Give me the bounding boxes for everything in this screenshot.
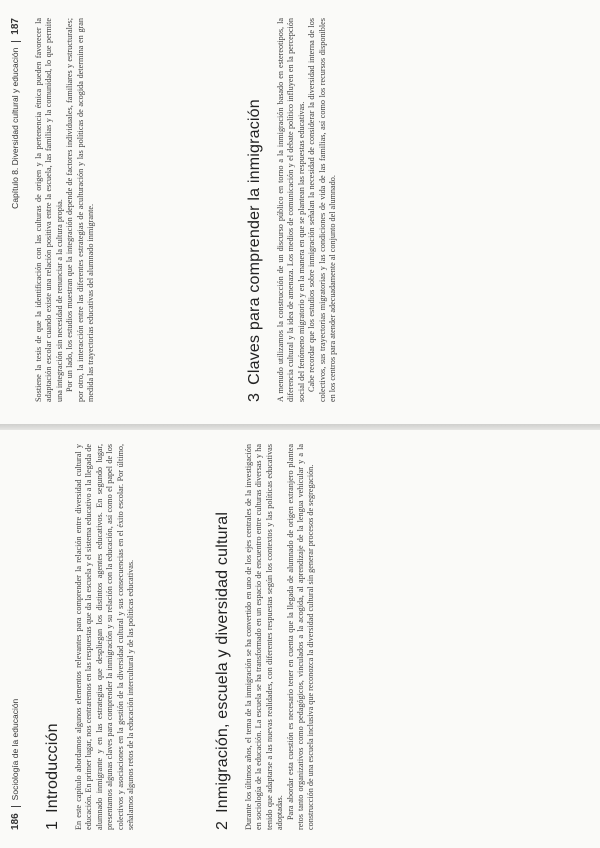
left-running-header [10, 699, 21, 830]
left-page-number: 186 [10, 813, 21, 830]
section-3-heading: Claves para comprender la inmigración [246, 99, 263, 385]
section-1-title [44, 723, 62, 830]
section-2-paragraph: Durante los últimos años, el tema de la inmigración se ha convertido en uno de los ejes centrales de la investigación en sociología de la educación. La escuela se ha transformado en un espacio de encuentro entre culturas diversas y ha tenido que adaptarse a las nuevas realidades, con diferentes respuestas según los contextos y las políticas educativas adoptadas. [244, 444, 285, 830]
section-3-paragraph: A menudo utilizamos la construcción de un discurso público en torno a la inmigración basado en estereotipos, la diferencia cultural y la idea de amenaza. Los medios de comunicación y el debate político influyen en la percepción social del fenómeno migratorio y en la manera en que se plantean las respuestas educativas. [276, 18, 306, 402]
section-2-body [244, 444, 317, 830]
section-1-number: 1 [44, 820, 61, 830]
header-separator [11, 41, 21, 42]
right-running-head: Capítulo 8. Diversidad cultural y educación [10, 47, 20, 209]
section-2-heading: Inmigración, escuela y diversidad cultural [214, 511, 231, 813]
section-1-paragraph: En este capítulo abordamos algunos elementos relevantes para comprender la relación entre diversidad cultural y educación. En primer lugar, nos centraremos en las respuestas que da la escuela y el sistema educativo a la llegada de alumnado inmigrante y en las estrategias que despliegan los distintos agentes educativos. En segundo lugar, presentamos algunas claves para comprender la inmigración y su relación con la educación, así como el papel de los colectivos y asociaciones en la gestión de la diversidad cultural y sus consecuencias en el éxito escolar. Por último, señalamos algunos retos de la educación intercultural y de las políticas educativas. [74, 444, 136, 830]
intro-paragraph: Sostiene la tesis de que la identificación con las culturas de origen y la pertenencia étnica pueden favorecer la adaptación escolar cuando existe una relación positiva entre la escuela, las familias y la comunidad, lo que permite una integración sin necesidad de renunciar a la cultura propia. [34, 18, 64, 402]
section-1-heading: Introducción [44, 723, 61, 813]
section-2-title [214, 512, 232, 830]
section-3-paragraph: Cabe recordar que los estudios sobre inmigración señalan la necesidad de considerar la diversidad interna de los colectivos, sus trayectorias migratorias y las condiciones de vida de las familias, así como los recursos disponibles en los centros para atender adecuadamente al conjunto del alumnado. [307, 18, 338, 402]
section-3-title [246, 99, 264, 402]
section-1-body [74, 444, 136, 830]
section-2-paragraph: Para abordar esta cuestión es necesario tener en cuenta que la llegada de alumnado de origen extranjero plantea retos tanto organizativos como pedagógicos, vinculados a la acogida, al aprendizaje de la lengua vehicular y a la construcción de una escuela inclusiva que reconozca la diversidad cultural sin generar procesos de segregación. [285, 444, 316, 830]
section-3-body [276, 18, 338, 402]
left-running-head: Sociología de la educación [10, 698, 20, 801]
section-3-number: 3 [246, 392, 263, 402]
right-page-number: 187 [10, 18, 21, 35]
section-2-number: 2 [214, 820, 231, 830]
left-page [0, 424, 600, 848]
right-intro-body [34, 18, 96, 402]
header-separator [11, 806, 21, 807]
right-running-header [10, 18, 21, 209]
intro-paragraph: Por un lado, los estudios muestran que la integración depende de factores individuales, familiares y estructurales; por otro, la interacción entre las diferentes estrategias de aculturación y las políticas de acogida determina en gran medida las trayectorias educativas del alumnado inmigrante. [65, 18, 96, 402]
